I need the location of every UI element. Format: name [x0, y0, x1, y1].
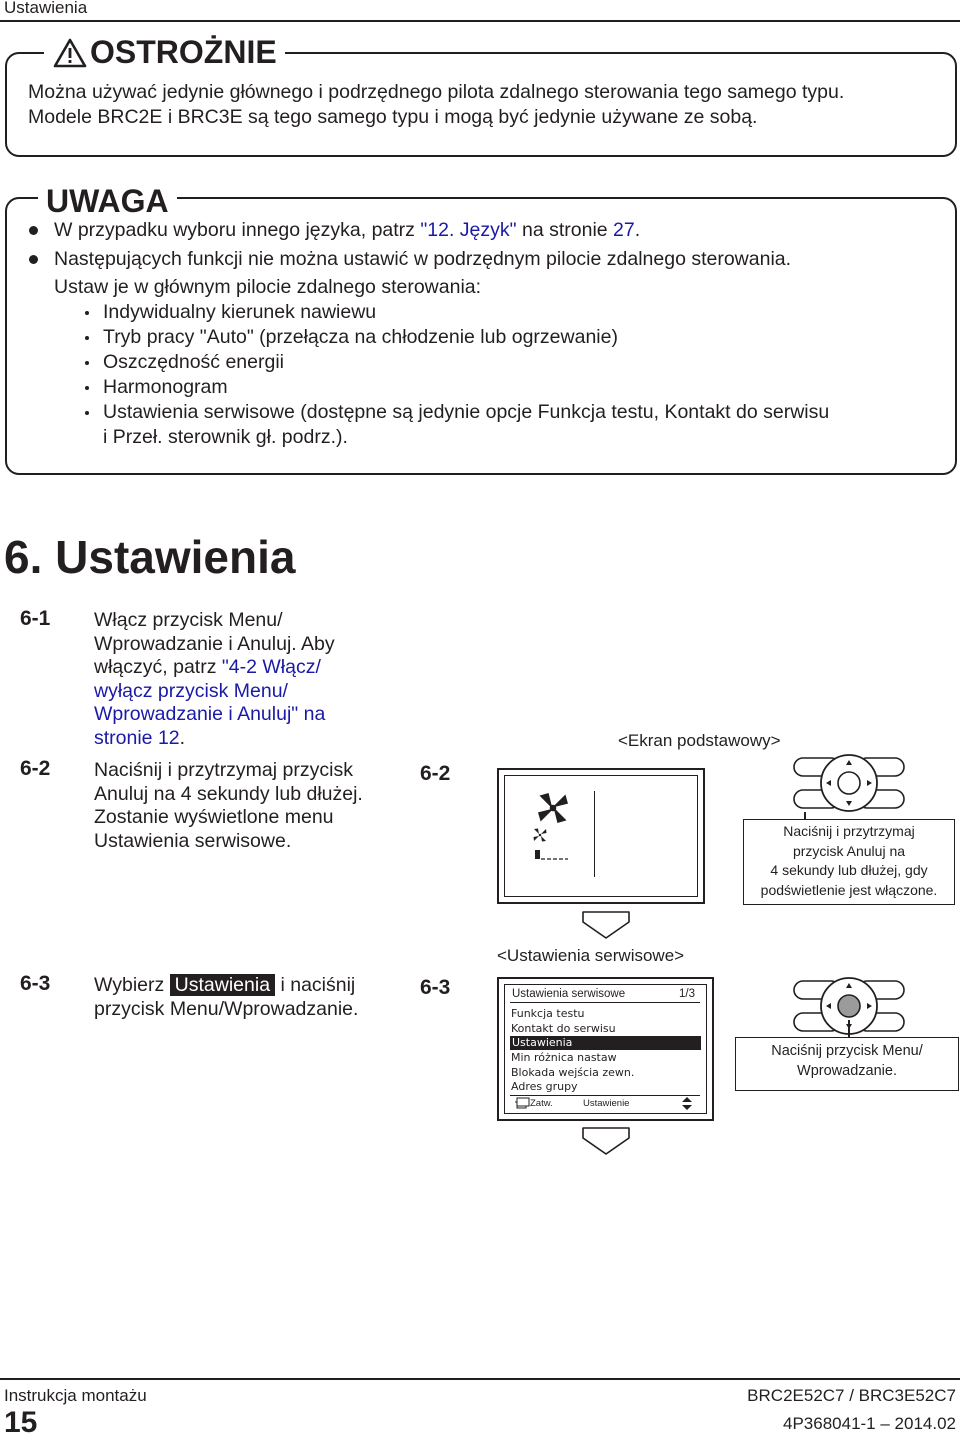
caution-line-2: Modele BRC2E i BRC3E są tego samego typu i mogą być jedynie używane ze sobą. — [28, 106, 758, 128]
up-down-arrows-icon — [682, 1097, 692, 1110]
section-title: 6. Ustawienia — [4, 531, 296, 583]
page-number: 15 — [4, 1406, 38, 1439]
header-rule — [0, 20, 960, 22]
menu-item[interactable]: Min różnica nastaw — [511, 1051, 617, 1064]
note-item-dot — [85, 311, 89, 315]
footer-manual-title: Instrukcja montażu — [4, 1386, 147, 1405]
note-title: UWAGA — [38, 183, 177, 220]
step-6-1-text: Włącz przycisk Menu/ Wprowadzanie i Anuluj. Aby włączyć, patrz "4-2 Włącz/ wyłącz przycisk Menu/ Wprowadzanie i Anuluj" na stronie 12. — [94, 609, 394, 750]
footer-doc-number: 4P368041-1 – 2014.02 — [783, 1414, 956, 1433]
footer-setting-label: Ustawienie — [583, 1098, 630, 1109]
basic-screen — [497, 768, 705, 904]
level-bar-icon — [535, 850, 569, 860]
note-bullet-1 — [29, 226, 38, 235]
confirm-icon — [514, 1097, 530, 1109]
menu-item-selected[interactable]: Ustawienia — [510, 1036, 701, 1050]
note-item: Tryb pracy "Auto" (przełącza na chłodzenie lub ogrzewanie) — [103, 326, 618, 348]
figure-note: Naciśnij i przytrzymaj przycisk Anuluj na 4 sekundy lub dłużej, gdy podświetlenie jest włączone. — [743, 819, 955, 905]
note-item: Oszczędność energii — [103, 351, 285, 373]
figure-caption: <Ekran podstawowy> — [618, 731, 781, 750]
figure-number: 6-3 — [420, 976, 451, 999]
warning-triangle-icon — [52, 37, 88, 69]
note-item-dot — [85, 386, 89, 390]
screen-footer-rule — [510, 1095, 700, 1096]
step-6-2-text: Naciśnij i przytrzymaj przycisk Anuluj na 4 sekundy lub dłużej. Zostanie wyświetlone menu Ustawienia serwisowe. — [94, 759, 363, 852]
menu-item[interactable]: Adres grupy — [511, 1080, 578, 1093]
note-intro: Ustaw je w głównym pilocie zdalnego sterowania: — [54, 276, 482, 298]
note-bullet-2-text: Następujących funkcji nie można ustawić w podrzędnym pilocie zdalnego sterowania. — [54, 248, 792, 270]
screen-title-rule — [510, 1002, 700, 1003]
screen-divider — [594, 791, 595, 877]
menu-item[interactable]: Blokada wejścia zewn. — [511, 1066, 635, 1079]
caution-title — [44, 34, 285, 71]
step-link[interactable]: Wprowadzanie i Anuluj" na — [94, 703, 326, 725]
screen-title: Ustawienia serwisowe — [512, 988, 626, 1000]
menu-item[interactable]: Kontakt do serwisu — [511, 1022, 616, 1035]
footer-model: BRC2E52C7 / BRC3E52C7 — [747, 1386, 956, 1405]
caution-line-1: Można używać jedynie głównego i podrzędnego pilota zdalnego sterowania tego samego typu. — [28, 81, 845, 103]
language-page-link[interactable]: 27 — [613, 219, 635, 241]
footer-confirm-label: Zatw. — [530, 1098, 553, 1109]
figure-number: 6-2 — [420, 762, 451, 785]
note-item-dot — [85, 361, 89, 365]
step-number: 6-1 — [20, 607, 51, 630]
fan-icon — [535, 790, 571, 826]
service-settings-screen — [497, 977, 714, 1121]
footer-rule — [0, 1378, 960, 1380]
note-bullet-2 — [29, 255, 38, 264]
small-fan-icon — [533, 828, 547, 842]
note-item: Indywidualny kierunek nawiewu — [103, 301, 377, 323]
header-section-label: Ustawienia — [4, 0, 88, 17]
figure-note: Naciśnij przycisk Menu/ Wprowadzanie. — [735, 1037, 959, 1091]
note-item: Ustawienia serwisowe (dostępne są jedynie opcje Funkcja testu, Kontakt do serwisu — [103, 401, 830, 423]
highlighted-menu-item: Ustawienia — [170, 974, 275, 996]
figure-caption: <Ustawienia serwisowe> — [497, 946, 685, 965]
step-link[interactable]: stronie 12 — [94, 726, 180, 749]
step-link[interactable]: wyłącz przycisk Menu/ — [94, 679, 288, 702]
language-link[interactable]: "12. Język" — [420, 219, 517, 241]
step-link[interactable]: "4-2 Włącz/ — [221, 656, 321, 678]
note-item-continued: i Przeł. sterownik gł. podrz.). — [103, 426, 348, 448]
remote-pointer-line — [848, 1020, 850, 1038]
step-number: 6-2 — [20, 757, 51, 780]
down-arrow-icon — [580, 1126, 632, 1156]
down-arrow-icon — [580, 910, 632, 940]
step-number: 6-3 — [20, 972, 51, 995]
step-6-3-text: Wybierz Ustawienia i naciśnij przycisk Menu/Wprowadzanie. — [94, 974, 359, 1020]
note-item: Harmonogram — [103, 376, 228, 398]
caution-title-text: OSTROŻNIE — [90, 34, 277, 70]
remote-button-icon[interactable] — [792, 752, 906, 814]
screen-page: 1/3 — [679, 988, 695, 1000]
menu-item[interactable]: Funkcja testu — [511, 1007, 585, 1020]
note-bullet-1-text: W przypadku wyboru innego języka, patrz "12. Język" na stronie 27. — [54, 219, 641, 241]
note-item-dot — [85, 411, 89, 415]
note-item-dot — [85, 336, 89, 340]
